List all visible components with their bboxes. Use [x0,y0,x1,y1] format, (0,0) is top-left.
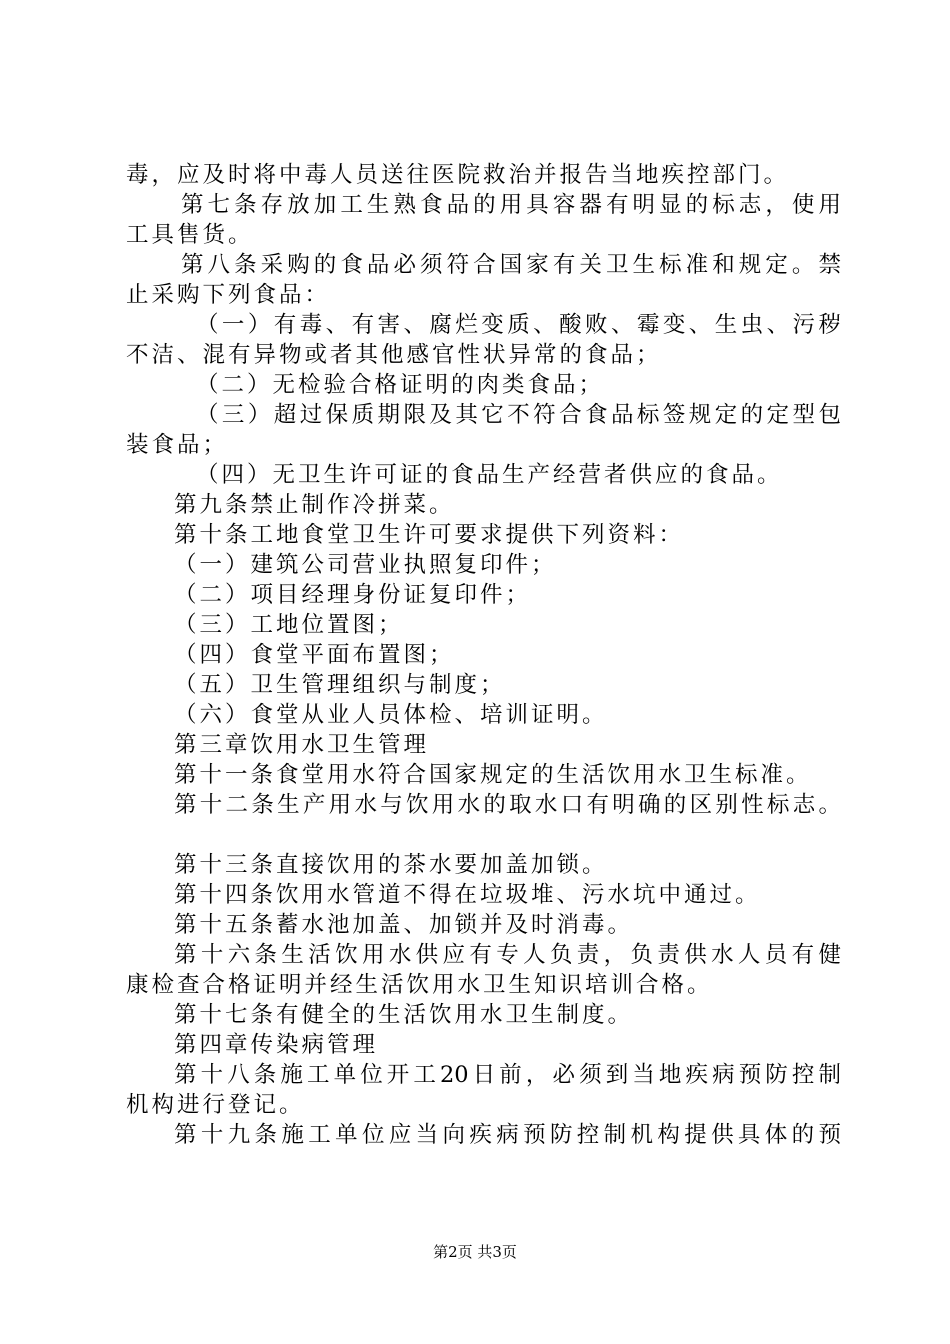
text-line: （二）项目经理身份证复印件； [174,582,532,608]
text-line: 第十一条食堂用水符合国家规定的生活饮用水卫生标准。 [174,762,812,788]
page-number-footer: 第2页 共3页 [433,1243,517,1261]
text-line: 第十七条有健全的生活饮用水卫生制度。 [174,1002,634,1028]
text-line: （一）建筑公司营业执照复印件； [174,552,557,578]
text-line: （六）食堂从业人员体检、培训证明。 [174,702,608,728]
text-line: 康检查合格证明并经生活饮用水卫生知识培训合格。 [126,972,713,998]
text-line: 第十五条蓄水池加盖、加锁并及时消毒。 [174,912,634,938]
text-line: （五）卫生管理组织与制度； [174,672,506,698]
text-line: （三）超过保质期限及其它不符合食品标签规定的定型包 [196,402,841,428]
text-line: 止采购下列食品： [126,282,331,308]
text-line: 工具售货。 [126,222,254,248]
text-line: 第十六条生活饮用水供应有专人负责，负责供水人员有健 [174,942,841,968]
text-line: （四）无卫生许可证的食品生产经营者供应的食品。 [196,462,783,488]
text-line: 机构进行登记。 [126,1092,305,1118]
text-line: （一）有毒、有害、腐烂变质、酸败、霉变、生虫、污秽 [196,312,841,338]
text-line: （三）工地位置图； [174,612,404,638]
text-line: 第八条采购的食品必须符合国家有关卫生标准和规定。禁 [181,252,841,278]
text-line: 第十二条生产用水与饮用水的取水口有明确的区别性标志。 [174,792,841,818]
chapter-heading: 第三章饮用水卫生管理 [174,732,430,758]
text-line: 第十三条直接饮用的茶水要加盖加锁。 [174,852,608,878]
text-line: 毒，应及时将中毒人员送往医院救治并报告当地疾控部门。 [126,162,790,188]
text-line: 第十条工地食堂卫生许可要求提供下列资料： [174,522,685,548]
text-line: （四）食堂平面布置图； [174,642,455,668]
text-line: 不洁、混有异物或者其他感官性状异常的食品； [126,342,662,368]
text-line: 第十八条施工单位开工20日前，必须到当地疾病预防控制 [174,1062,841,1088]
text-line: （二）无检验合格证明的肉类食品； [196,372,605,398]
text-line: 第十九条施工单位应当向疾病预防控制机构提供具体的预 [174,1122,841,1148]
chapter-heading: 第四章传染病管理 [174,1032,379,1058]
text-line: 第九条禁止制作冷拼菜。 [174,492,455,518]
document-body [126,160,841,1150]
text-line: 第十四条饮用水管道不得在垃圾堆、污水坑中通过。 [174,882,761,908]
blank-line [126,820,841,850]
text-line: 第七条存放加工生熟食品的用具容器有明显的标志，使用 [181,192,841,218]
text-line: 装食品； [126,432,229,458]
